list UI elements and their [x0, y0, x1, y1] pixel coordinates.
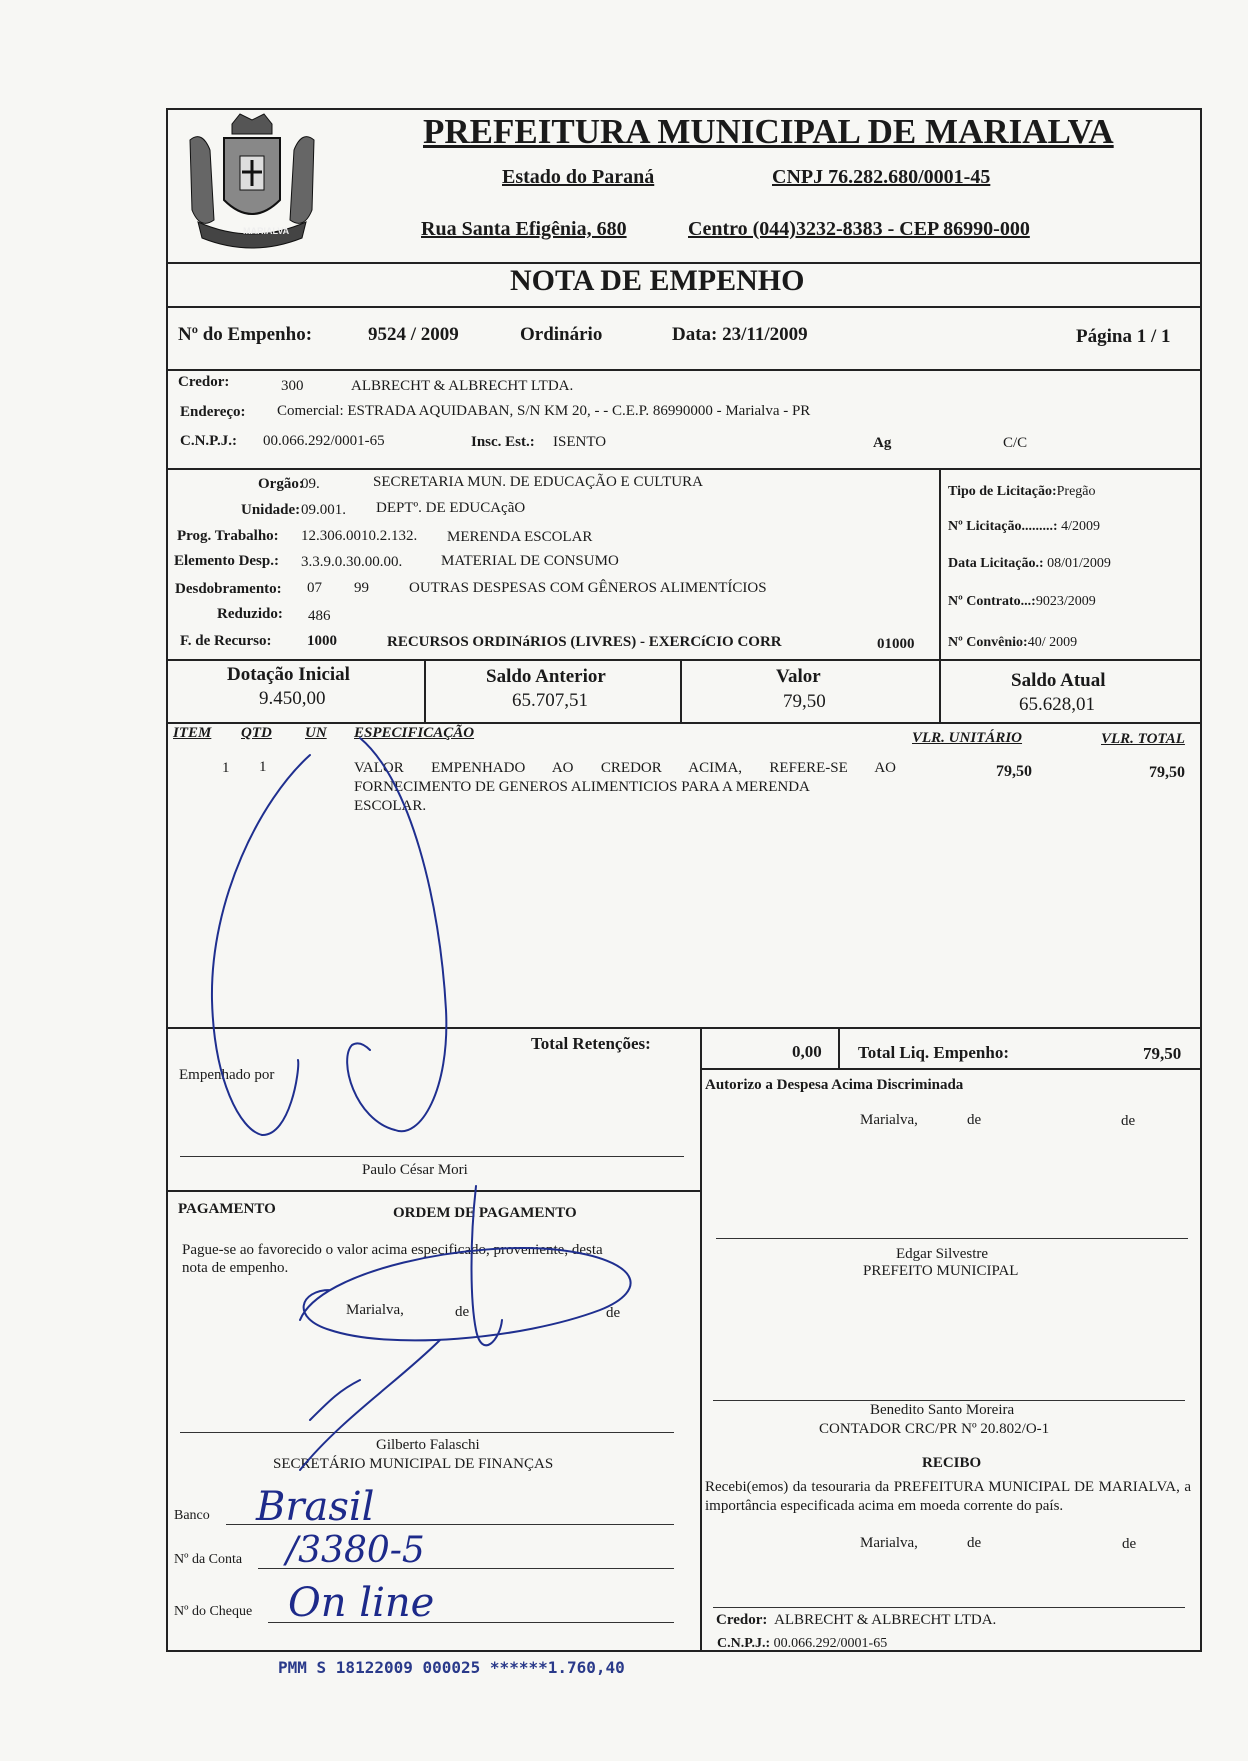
contador-name: Benedito Santo Moreira [870, 1402, 1015, 1418]
elemento-label: Elemento Desp.: [174, 553, 279, 569]
reduzido-code: 486 [308, 608, 331, 624]
ordem-pagamento-label: ORDEM DE PAGAMENTO [393, 1205, 577, 1221]
divider [166, 1027, 1202, 1029]
empenhado-name: Paulo César Mori [362, 1162, 468, 1178]
total-retencoes-value: 0,00 [792, 1042, 822, 1061]
municipal-coat-of-arms-icon [180, 110, 324, 260]
desdobramento-code-1: 07 [307, 580, 322, 596]
empenho-number-label: Nº do Empenho: [178, 324, 313, 345]
col-item: ITEM [173, 725, 212, 741]
pagamento-label: PAGAMENTO [178, 1201, 276, 1217]
conta-label: Nº da Conta [174, 1552, 243, 1567]
credor-insc-label: Insc. Est.: [471, 434, 535, 450]
prog-desc: MERENDA ESCOLAR [447, 529, 593, 545]
autorizo-label: Autorizo a Despesa Acima Discriminada [705, 1077, 964, 1093]
credor-name: ALBRECHT & ALBRECHT LTDA. [351, 378, 574, 394]
credor-code: 300 [281, 378, 304, 394]
unidade-code: 09.001. [301, 502, 346, 518]
valor-value: 79,50 [783, 691, 826, 712]
recibo-title: RECIBO [922, 1455, 982, 1471]
divider [166, 468, 1202, 470]
credor-address: Comercial: ESTRADA AQUIDABAN, S/N KM 20, - - C.E.P. 86990000 - Marialva - PR [277, 403, 811, 419]
signature-line [716, 1238, 1188, 1239]
col-un: UN [305, 725, 327, 741]
total-liq-value: 79,50 [1143, 1044, 1182, 1063]
divider [424, 659, 426, 722]
orgao-code: 09. [301, 476, 320, 492]
signature-line [180, 1156, 684, 1157]
recibo-place: Marialva, [860, 1535, 918, 1551]
divider [166, 722, 1202, 724]
autorizo-de-1: de [967, 1112, 982, 1128]
credor-cnpj-label: C.N.P.J.: [180, 433, 237, 449]
data-licitacao: Data Licitação.: 08/01/2009 [948, 556, 1111, 571]
item-spec-line-2: FORNECIMENTO DE GENEROS ALIMENTICIOS PARA A MERENDA [354, 779, 810, 795]
unidade-desc: DEPTº. DE EDUCAçãO [376, 500, 526, 516]
divider [939, 468, 941, 722]
fonte-desc: RECURSOS ORDINáRIOS (LIVRES) - EXERCíCIO CORR [387, 634, 782, 650]
credor-cnpj: 00.066.292/0001-65 [263, 433, 385, 449]
prog-label: Prog. Trabalho: [177, 528, 279, 544]
desdobramento-label: Desdobramento: [175, 581, 282, 597]
total-liq-label: Total Liq. Empenho: [858, 1043, 1009, 1062]
item-spec-line-3: ESCOLAR. [354, 798, 427, 814]
divider [700, 1068, 1202, 1070]
fonte-label: F. de Recurso: [180, 633, 272, 649]
signature-line [713, 1607, 1185, 1608]
total-retencoes-label: Total Retenções: [531, 1034, 651, 1053]
prefeito-name: Edgar Silvestre [896, 1246, 989, 1262]
desdobramento-code-2: 99 [354, 580, 369, 596]
divider [166, 659, 1202, 661]
saldo-atual-label: Saldo Atual [1011, 670, 1106, 691]
signature-line [713, 1400, 1185, 1401]
elemento-desc: MATERIAL DE CONSUMO [441, 553, 619, 569]
pagamento-text-line-1: Pague-se ao favorecido o valor acima especificado, proveniente, desta [182, 1242, 603, 1258]
prefeito-title: PREFEITO MUNICIPAL [863, 1263, 1019, 1279]
empenho-type: Ordinário [520, 324, 603, 345]
pagamento-de-2: de [606, 1305, 621, 1321]
autorizo-de-2: de [1121, 1113, 1136, 1129]
conta-handwritten: /3380-5 [286, 1530, 425, 1571]
item-unit-value: 79,50 [996, 763, 1032, 780]
banco-label: Banco [174, 1508, 210, 1523]
header-district-phone: Centro (044)3232-8383 - CEP 86990-000 [688, 218, 1030, 240]
header-address: Rua Santa Efigênia, 680 [421, 218, 627, 240]
recibo-de-1: de [967, 1535, 982, 1551]
recibo-credor: Credor: ALBRECHT & ALBRECHT LTDA. [716, 1612, 997, 1628]
page-number: Página 1 / 1 [1076, 326, 1171, 347]
prog-code: 12.306.0010.2.132. [301, 528, 418, 544]
dotacao-inicial-label: Dotação Inicial [227, 664, 350, 685]
pagamento-de-1: de [455, 1304, 470, 1320]
credor-address-label: Endereço: [180, 404, 246, 420]
num-licitacao: Nº Licitação.........: 4/2009 [948, 519, 1100, 534]
dotacao-inicial-value: 9.450,00 [259, 688, 326, 709]
pagamento-place: Marialva, [346, 1302, 404, 1318]
recibo-text: Recebi(emos) da tesouraria da PREFEITURA MUNICIPAL DE MARIALVA, a importância especificada acima em moeda corrente do país. [705, 1479, 1191, 1514]
secretario-title: SECRETÁRIO MUNICIPAL DE FINANÇAS [273, 1456, 554, 1472]
document-title: NOTA DE EMPENHO [510, 264, 805, 297]
recibo-cnpj: C.N.P.J.: 00.066.292/0001-65 [717, 1636, 888, 1651]
banco-handwritten: Brasil [256, 1484, 375, 1530]
credor-insc: ISENTO [553, 434, 607, 450]
credor-cc: C/C [1003, 435, 1028, 451]
col-vlr-unitario: VLR. UNITÁRIO [912, 730, 1023, 746]
divider [700, 1027, 702, 1652]
desdobramento-desc: OUTRAS DESPESAS COM GÊNEROS ALIMENTÍCIOS [409, 580, 767, 596]
item-qtd: 1 [259, 759, 267, 775]
unidade-label: Unidade: [241, 502, 301, 518]
crest-banner-text: MARIALVA [243, 226, 290, 236]
num-contrato: Nº Contrato...:9023/2009 [948, 594, 1096, 609]
empenhado-por-label: Empenhado por [179, 1067, 275, 1083]
divider [166, 1190, 700, 1192]
item-spec-line-1: VALOR EMPENHADO AO CREDOR ACIMA, REFERE-SE AO [354, 760, 896, 776]
saldo-anterior-value: 65.707,51 [512, 690, 588, 711]
empenho-number: 9524 / 2009 [368, 324, 459, 345]
autorizo-place: Marialva, [860, 1112, 918, 1128]
signature-line [180, 1432, 674, 1433]
saldo-atual-value: 65.628,01 [1019, 694, 1095, 715]
credor-ag: Ag [873, 435, 892, 451]
divider [838, 1027, 840, 1068]
page-title: PREFEITURA MUNICIPAL DE MARIALVA [423, 112, 1114, 151]
col-especificacao: ESPECIFICAÇÃO [354, 725, 475, 741]
secretario-name: Gilberto Falaschi [376, 1437, 480, 1453]
tipo-licitacao: Tipo de Licitação:Pregão [948, 484, 1096, 499]
fonte-num: 01000 [877, 636, 915, 652]
col-qtd: QTD [241, 725, 272, 741]
contador-title: CONTADOR CRC/PR Nº 20.802/O-1 [819, 1421, 1050, 1437]
reduzido-label: Reduzido: [217, 606, 283, 622]
item-number: 1 [222, 760, 230, 776]
elemento-code: 3.3.9.0.30.00.00. [301, 554, 403, 570]
cheque-label: Nº do Cheque [174, 1604, 253, 1619]
item-total-value: 79,50 [1149, 764, 1185, 781]
valor-label: Valor [776, 666, 821, 687]
state-name: Estado do Paraná [502, 166, 655, 188]
credor-label: Credor: [178, 374, 230, 390]
orgao-label: Orgão: [258, 476, 304, 492]
recibo-de-2: de [1122, 1536, 1137, 1552]
divider [166, 369, 1202, 371]
divider [166, 306, 1202, 308]
num-convenio: Nº Convênio:40/ 2009 [948, 635, 1078, 650]
orgao-desc: SECRETARIA MUN. DE EDUCAÇÃO E CULTURA [373, 474, 703, 490]
payment-stamp: PMM S 18122009 000025 ******1.760,40 [278, 1658, 625, 1677]
empenho-date: Data: 23/11/2009 [672, 324, 808, 345]
fonte-code: 1000 [307, 633, 337, 649]
pagamento-text-line-2: nota de empenho. [182, 1260, 289, 1276]
header-cnpj: CNPJ 76.282.680/0001-45 [772, 166, 991, 188]
divider [680, 659, 682, 722]
saldo-anterior-label: Saldo Anterior [486, 666, 606, 687]
cheque-handwritten: On line [288, 1580, 435, 1626]
col-vlr-total: VLR. TOTAL [1101, 731, 1185, 747]
